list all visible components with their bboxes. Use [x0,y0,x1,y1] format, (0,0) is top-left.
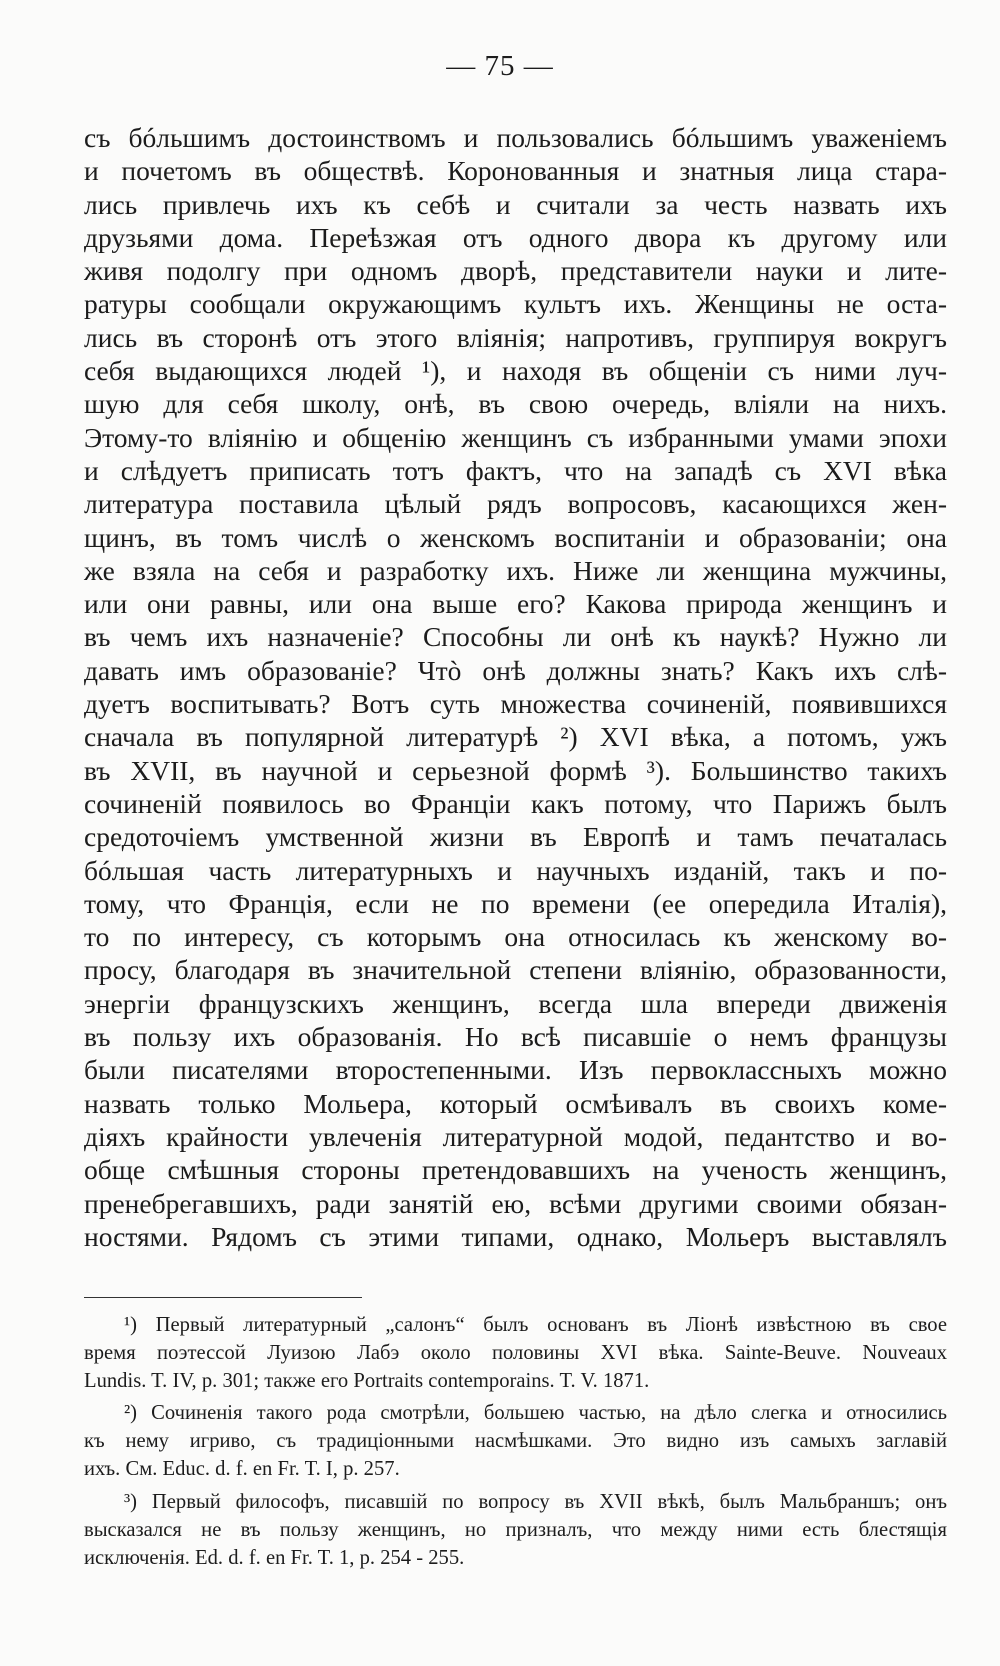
footnote-line: ²) Сочиненія такого рода смотрѣли, большею частью, на дѣло слегка и относились [124,1402,947,1425]
text-line: обще смѣшныя стороны претендовавшихъ на ученость женщинъ, [84,1154,947,1186]
footnote-1 [84,1311,947,1395]
text-line: пренебрегавшихъ, ради занятій ею, всѣми другими своими обязан- [84,1187,947,1219]
text-line: дуетъ воспитывать? Вотъ суть множества сочиненій, появившихся [84,688,947,720]
text-line: просу, благодаря въ значительной степени вліянію, образованности, [84,954,947,986]
footnote-line: ¹) Первый литературный „салонъ“ былъ основанъ въ Ліонѣ извѣстною въ свое [124,1314,947,1336]
text-line: лись привлечь ихъ къ себѣ и считали за честь назвать ихъ [84,188,947,220]
footnote-2 [84,1399,947,1483]
text-line: давать имъ образованіе? Чтò онѣ должны знать? Какъ ихъ слѣ- [84,654,947,686]
text-line: въ пользу ихъ образованія. Но всѣ писавшіе о немъ французы [84,1021,947,1053]
text-line: ратуры сообщали окружающимъ культъ ихъ. Женщины не оста- [84,288,947,320]
text-line: или они равны, или она выше его? Какова природа женщинъ и [84,588,947,620]
text-line: лись въ сторонѣ отъ этого вліянія; напротивъ, группируя вокругъ [84,321,947,353]
text-line: Этому-то вліянію и общенію женщинъ съ избранными умами эпохи [84,421,947,453]
text-line: друзьями дома. Переѣзжая отъ одного двора къ другому или [84,221,947,253]
text-line: бóльшая часть литературныхъ и научныхъ изданій, такъ и по- [84,854,947,886]
text-line: сочиненій появилось во Франціи какъ потому, что Парижъ былъ [84,787,947,819]
text-line: живя подолгу при одномъ дворѣ, представители науки и лите- [84,255,947,287]
footnote-line: ³) Первый философъ, писавшій по вопросу въ XVII вѣкѣ, былъ Мальбраншъ; онъ [124,1490,947,1513]
footnotes-block [84,1311,947,1576]
text-line: и слѣдуетъ приписать тотъ фактъ, что на западѣ съ XVI вѣка [84,454,947,486]
footnote-line: время поэтессой Луизою Лабэ около половины XVI вѣка. Sainte-Beuve. Nouveaux [84,1342,947,1365]
text-line: щинъ, въ томъ числѣ о женскомъ воспитаніи и образованіи; она [84,521,947,553]
footnote-line: ихъ. См. Educ. d. f. en Fr. T. I, p. 257. [84,1458,400,1481]
text-line: съ бóльшимъ достоинствомъ и пользовались бóльшимъ уваженіемъ [84,122,947,153]
text-line: энергіи французскихъ женщинъ, всегда шла впереди движенія [84,987,947,1019]
text-line: ностями. Рядомъ съ этими типами, однако, Мольеръ выставлялъ [84,1220,947,1252]
footnote-3 [84,1488,947,1572]
footnote-divider [84,1297,362,1298]
text-line: сначала въ популярной литературѣ ²) XVI вѣка, а потомъ, ужъ [84,721,947,753]
text-line: средоточіемъ умственной жизни въ Европѣ и тамъ печаталась [84,821,947,853]
text-line: назвать только Мольера, который осмѣивалъ въ своихъ коме- [84,1087,947,1119]
text-line: тому, что Франція, если не по времени (ее опередила Италія), [84,887,947,919]
text-line: то по интересу, съ которымъ она относилась къ женскому во- [84,921,947,953]
text-line: же взяла на себя и разработку ихъ. Ниже ли женщина мужчины, [84,554,947,586]
text-line: и почетомъ въ обществѣ. Коронованныя и знатныя лица стара- [84,155,947,187]
footnote-line: высказался не въ пользу женщинъ, но призналъ, что между ними есть блестящія [84,1518,947,1541]
page-number: — 75 — [446,50,554,82]
text-line: были писателями второстепенными. Изъ первоклассныхъ можно [84,1054,947,1086]
text-line: литература поставила цѣлый рядъ вопросовъ, касающихся жен- [84,488,947,520]
text-line: себя выдающихся людей ¹), и находя въ общеніи съ ними луч- [84,355,947,387]
text-line: діяхъ крайности увлеченія литературной модой, педантство и во- [84,1120,947,1152]
text-line: шую для себя школу, онѣ, въ свою очередь, вліяли на нихъ. [84,388,947,420]
main-text-block [84,121,947,1253]
footnote-line: къ нему игриво, съ традиціонными насмѣшками. Это видно изъ самыхъ заглавій [84,1430,947,1453]
footnote-line: Lundis. T. IV, p. 301; также его Portraits contemporains. T. V. 1871. [84,1370,650,1393]
text-line: въ XVII, въ научной и серьезной формѣ ³). Большинство такихъ [84,754,947,786]
text-line: въ чемъ ихъ назначеніе? Способны ли онѣ къ наукѣ? Нужно ли [84,621,947,653]
footnote-line: исключенія. Ed. d. f. en Fr. T. 1, p. 254 - 255. [84,1546,465,1569]
